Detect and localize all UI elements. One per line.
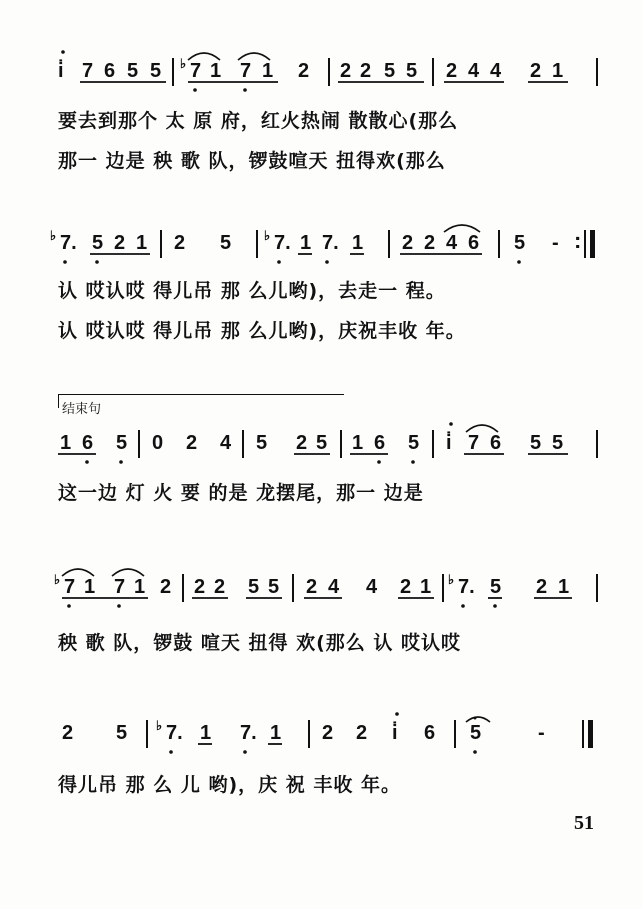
note: 1 (60, 432, 72, 454)
note: 6 (82, 432, 94, 454)
slur (188, 53, 220, 60)
note: 1 (270, 722, 282, 744)
lyric-text: 秧 歌 队，锣鼓 喧天 扭得 欢(那么 认 哎认哎 (58, 632, 461, 654)
note: 1 (262, 60, 274, 82)
note: 7 (190, 60, 202, 82)
note: 7. (322, 232, 339, 254)
note: 6 (468, 232, 480, 254)
note: 7. (240, 722, 257, 744)
octave-dot (243, 750, 247, 754)
lyric-text: 这一边 灯 火 要 的是 龙摆尾，那一 边是 (58, 482, 424, 504)
note: 7 (240, 60, 252, 82)
octave-dot (67, 604, 71, 608)
fermata (466, 717, 490, 722)
note: 2 (306, 576, 318, 598)
lyric-text: 得儿吊 那 么 儿 哟)，庆 祝 丰收 年。 (58, 774, 401, 796)
octave-dot (395, 712, 399, 716)
lyric-text: 认 哎认哎 得儿吊 那 么儿哟)，庆祝丰收 年。 (58, 320, 466, 342)
note: 7 (64, 576, 76, 598)
lyric-text: 那一 边是 秧 歌 队，锣鼓喧天 扭得欢(那么 (58, 150, 446, 172)
note: 7. (60, 232, 77, 254)
note: 7. (458, 576, 475, 598)
slur (112, 569, 144, 576)
page-number: 51 (574, 812, 594, 834)
note: 5 (384, 60, 396, 82)
note: 5 (406, 60, 418, 82)
note: i̇ (58, 60, 64, 82)
note: 6 (374, 432, 386, 454)
lyric-text: 要去到那个 太 原 府，红火热闹 散散心(那么 (58, 110, 459, 132)
note: 5 (316, 432, 328, 454)
note: 7 (114, 576, 126, 598)
flat-sign: ♭ (448, 572, 455, 587)
note: 2 (214, 576, 226, 598)
note: 1 (300, 232, 312, 254)
octave-dot (325, 260, 329, 264)
octave-dot (517, 260, 521, 264)
note: 2 (424, 232, 436, 254)
octave-dot (277, 260, 281, 264)
note: 5 (150, 60, 162, 82)
octave-dot (95, 260, 99, 264)
note: 7 (82, 60, 94, 82)
note: 2 (360, 60, 372, 82)
note: 1 (420, 576, 432, 598)
note: 6 (490, 432, 502, 454)
note: 5 (514, 232, 526, 254)
note: 2 (194, 576, 206, 598)
slur (238, 53, 270, 60)
note: 5 (490, 576, 502, 598)
lyric-text: 认 哎认哎 得儿吊 那 么儿哟)，去走一 程。 (58, 280, 446, 302)
note: 4 (468, 60, 480, 82)
note: 2 (186, 432, 198, 454)
note: 5 (220, 232, 232, 254)
note: 1 (210, 60, 222, 82)
note: 2 (340, 60, 352, 82)
note: 1 (136, 232, 148, 254)
note: 7. (274, 232, 291, 254)
octave-dot (449, 422, 453, 426)
fermata-dot (474, 717, 477, 720)
flat-sign: ♭ (264, 228, 271, 243)
note: 4 (446, 232, 458, 254)
flat-sign: ♭ (156, 718, 163, 733)
note: 4 (490, 60, 502, 82)
note: 1 (352, 232, 364, 254)
note: 4 (366, 576, 378, 598)
slur (444, 225, 480, 232)
note: 1 (352, 432, 364, 454)
flat-sign: ♭ (50, 228, 57, 243)
octave-dot (193, 88, 197, 92)
octave-dot (61, 50, 65, 54)
note: 1 (84, 576, 96, 598)
note: 5 (92, 232, 104, 254)
note: 2 (62, 722, 74, 744)
octave-dot (411, 460, 415, 464)
section-label: 结束句 (62, 402, 102, 417)
octave-dot (119, 460, 123, 464)
note: 5 (470, 722, 482, 744)
octave-dot (63, 260, 67, 264)
note: 2 (174, 232, 186, 254)
note: - (538, 722, 545, 744)
note: 1 (134, 576, 146, 598)
note: 2 (536, 576, 548, 598)
note: 5 (552, 432, 564, 454)
note: 6 (424, 722, 436, 744)
note: 2 (298, 60, 310, 82)
note: 2 (356, 722, 368, 744)
note: 5 (256, 432, 268, 454)
note: 7. (166, 722, 183, 744)
note: 4 (220, 432, 232, 454)
note: 2 (296, 432, 308, 454)
flat-sign: ♭ (54, 572, 61, 587)
note: 5 (116, 432, 128, 454)
note: 6 (104, 60, 116, 82)
octave-dot (169, 750, 173, 754)
note: 1 (200, 722, 212, 744)
note: i̇ (392, 722, 398, 744)
repeat-dots: : (574, 228, 582, 253)
note: i̇ (446, 432, 452, 454)
octave-dot (117, 604, 121, 608)
note: 2 (322, 722, 334, 744)
note: 5 (268, 576, 280, 598)
octave-dot (377, 460, 381, 464)
octave-dot (493, 604, 497, 608)
note: 2 (446, 60, 458, 82)
note: 2 (400, 576, 412, 598)
note: 2 (160, 576, 172, 598)
note: 5 (530, 432, 542, 454)
note: 2 (114, 232, 126, 254)
slur (62, 569, 94, 576)
flat-sign: ♭ (180, 56, 187, 71)
octave-dot (243, 88, 247, 92)
note: 2 (530, 60, 542, 82)
octave-dot (85, 460, 89, 464)
slur (466, 425, 498, 432)
note: - (552, 232, 559, 254)
note: 1 (552, 60, 564, 82)
note: 5 (248, 576, 260, 598)
octave-dot (473, 750, 477, 754)
note: 1 (558, 576, 570, 598)
note: 5 (127, 60, 139, 82)
note: 0 (152, 432, 164, 454)
note: 7 (468, 432, 480, 454)
note: 5 (116, 722, 128, 744)
note: 5 (408, 432, 420, 454)
note: 4 (328, 576, 340, 598)
note: 2 (402, 232, 414, 254)
octave-dot (461, 604, 465, 608)
